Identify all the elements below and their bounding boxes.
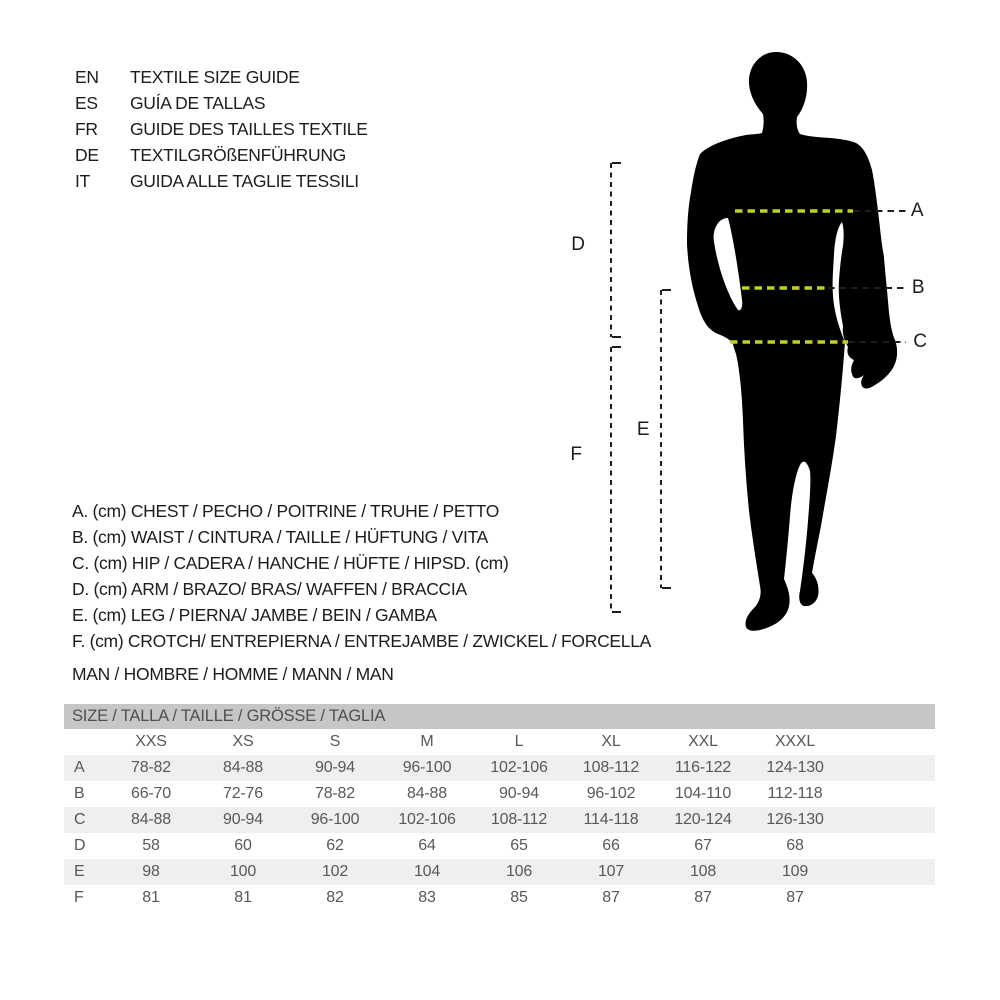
size-value-cell: 108 <box>689 863 717 880</box>
language-title: TEXTILE SIZE GUIDE <box>130 67 300 87</box>
size-value-cell: 84-88 <box>223 759 263 776</box>
size-value-cell: 66-70 <box>131 785 171 802</box>
language-code: DE <box>75 145 99 165</box>
size-value-cell: 83 <box>418 889 436 906</box>
size-value-cell: 85 <box>510 889 528 906</box>
filler-cell <box>841 781 935 807</box>
table-row <box>64 781 935 807</box>
measure-line-chest: A. (cm) CHEST / PECHO / POITRINE / TRUHE / PETTO <box>72 501 500 521</box>
size-value-cell: 67 <box>694 837 712 854</box>
marker-chest: A <box>910 200 924 221</box>
size-value-cell: 62 <box>326 837 344 854</box>
filler-cell <box>841 755 935 781</box>
filler-cell <box>841 833 935 859</box>
size-value-cell: 90-94 <box>315 759 355 776</box>
size-column-header: M <box>420 733 434 750</box>
size-table <box>64 704 935 911</box>
size-value-cell: 108-112 <box>490 811 548 828</box>
size-value-cell: 124-130 <box>766 759 824 776</box>
size-value-cell: 104-110 <box>674 785 732 802</box>
language-code: FR <box>75 119 98 139</box>
size-value-cell: 116-122 <box>674 759 732 776</box>
row-label: C <box>74 811 86 828</box>
size-value-cell: 108-112 <box>582 759 640 776</box>
size-value-cell: 96-100 <box>402 759 452 776</box>
filler-cell <box>841 729 935 755</box>
measure-line-hip: C. (cm) HIP / CADERA / HANCHE / HÜFTE / HIPSD. (cm) <box>72 553 509 573</box>
size-column-header: XXXL <box>774 733 816 750</box>
marker-crotch: F <box>570 444 582 465</box>
table-row <box>64 859 935 885</box>
size-table-title: SIZE / TALLA / TAILLE / GRÖSSE / TAGLIA <box>64 704 935 729</box>
measurement-list <box>72 498 651 654</box>
size-value-cell: 100 <box>229 863 257 880</box>
language-row <box>75 64 368 90</box>
size-value-cell: 58 <box>142 837 160 854</box>
size-value-cell: 72-76 <box>223 785 263 802</box>
size-value-cell: 107 <box>597 863 625 880</box>
size-value-cell: 81 <box>234 889 252 906</box>
size-value-cell: 126-130 <box>766 811 824 828</box>
language-row <box>75 116 368 142</box>
size-value-cell: 96-100 <box>310 811 360 828</box>
size-value-cell: 68 <box>786 837 804 854</box>
language-code: EN <box>75 67 99 87</box>
size-value-cell: 60 <box>234 837 252 854</box>
size-column-header: XL <box>601 733 621 750</box>
size-value-cell: 106 <box>505 863 533 880</box>
size-value-cell: 65 <box>510 837 528 854</box>
row-label: D <box>74 837 86 854</box>
language-title: TEXTILGRÖßENFÜHRUNG <box>130 145 346 165</box>
size-value-cell: 90-94 <box>499 785 539 802</box>
marker-hip: C <box>913 331 927 352</box>
measure-line-crotch: F. (cm) CROTCH/ ENTREPIERNA / ENTREJAMBE / ZWICKEL / FORCELLA <box>72 631 652 651</box>
size-column-header: XS <box>232 733 254 750</box>
row-label: E <box>74 863 85 880</box>
size-value-cell: 114-118 <box>583 811 639 828</box>
language-row <box>75 90 368 116</box>
measure-line-leg: E. (cm) LEG / PIERNA/ JAMBE / BEIN / GAMBA <box>72 605 437 625</box>
filler-cell <box>841 807 935 833</box>
category-line: MAN / HOMBRE / HOMME / MANN / MAN <box>72 664 394 684</box>
size-value-cell: 84-88 <box>407 785 447 802</box>
measure-line-waist: B. (cm) WAIST / CINTURA / TAILLE / HÜFTUNG / VITA <box>72 527 489 547</box>
size-value-cell: 66 <box>602 837 620 854</box>
table-row <box>64 807 935 833</box>
size-value-cell: 112-118 <box>767 785 823 802</box>
language-code: ES <box>75 93 98 113</box>
size-value-cell: 102 <box>321 863 349 880</box>
table-row <box>64 885 935 911</box>
language-title: GUIDE DES TAILLES TEXTILE <box>130 119 368 139</box>
size-value-cell: 90-94 <box>223 811 263 828</box>
language-code: IT <box>75 171 90 191</box>
size-value-cell: 78-82 <box>131 759 171 776</box>
size-value-cell: 82 <box>326 889 344 906</box>
size-value-cell: 102-106 <box>398 811 456 828</box>
row-label: A <box>74 759 85 776</box>
language-row <box>75 142 368 168</box>
size-value-cell: 87 <box>694 889 712 906</box>
size-value-cell: 64 <box>418 837 436 854</box>
measure-line-arm: D. (cm) ARM / BRAZO/ BRAS/ WAFFEN / BRACCIA <box>72 579 467 599</box>
size-value-cell: 81 <box>142 889 160 906</box>
size-value-cell: 120-124 <box>674 811 732 828</box>
corner-cell <box>64 729 105 755</box>
size-value-cell: 78-82 <box>315 785 355 802</box>
size-value-cell: 104 <box>413 863 441 880</box>
size-value-cell: 109 <box>781 863 809 880</box>
table-row <box>64 833 935 859</box>
size-value-cell: 102-106 <box>490 759 548 776</box>
language-row <box>75 168 368 194</box>
table-row <box>64 755 935 781</box>
size-table-grid <box>64 729 935 911</box>
size-column-header: XXS <box>135 733 167 750</box>
size-value-cell: 84-88 <box>131 811 171 828</box>
row-label: B <box>74 785 85 802</box>
size-table-columns-row <box>64 729 935 755</box>
language-legend <box>75 64 368 194</box>
size-value-cell: 87 <box>786 889 804 906</box>
size-value-cell: 87 <box>602 889 620 906</box>
size-value-cell: 98 <box>142 863 160 880</box>
marker-arm: D <box>571 234 585 255</box>
row-label: F <box>74 889 84 906</box>
size-column-header: XXL <box>688 733 718 750</box>
language-title: GUÍA DE TALLAS <box>130 93 266 113</box>
language-title: GUIDA ALLE TAGLIE TESSILI <box>130 171 359 191</box>
marker-leg: E <box>636 419 650 440</box>
filler-cell <box>841 885 935 911</box>
size-value-cell: 96-102 <box>586 785 636 802</box>
marker-waist: B <box>911 277 925 298</box>
size-column-header: L <box>514 733 524 750</box>
size-column-header: S <box>329 733 341 750</box>
filler-cell <box>841 859 935 885</box>
size-table-body <box>64 755 935 911</box>
